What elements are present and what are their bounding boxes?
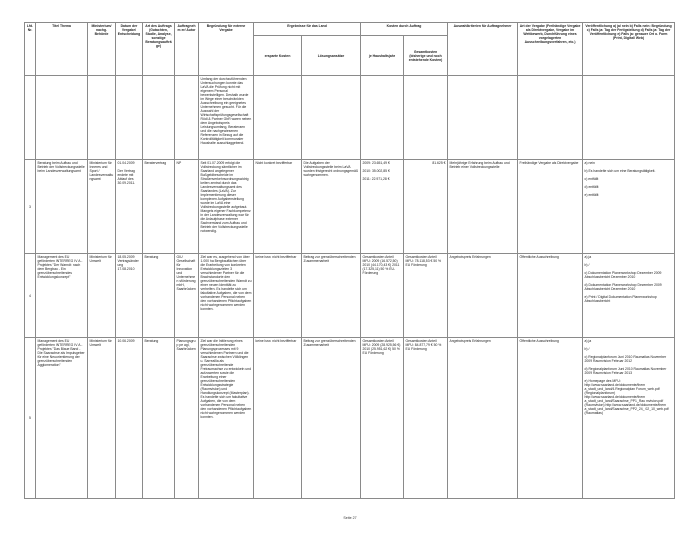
cell-auftragnehmer: GIU Gesellschaft für Innovation und Unternehmen sförderung mbH, Saarbrücken bbox=[175, 254, 199, 338]
col-header-kosten: Kosten durch Auftrag bbox=[361, 23, 448, 36]
cell-datum bbox=[116, 160, 143, 254]
cell-art-vergabe: Öffentliche Ausschreibung bbox=[518, 254, 583, 338]
cell-nr: 4 bbox=[25, 254, 36, 338]
col-header-titel: Titel Thema bbox=[36, 23, 88, 76]
col-header-begruendung: Begründung für externe Vergabe bbox=[199, 23, 254, 76]
cell-nr: 3 bbox=[25, 160, 36, 254]
cell-veroeffentlichung bbox=[583, 338, 675, 499]
col-header-art-auftrag: Art des Auftrags (Gutachten, Studie, Analyse, sonstige Beratungsaufträ ge) bbox=[143, 23, 175, 76]
cell-auswahlkriterien: Angebotspreis Erfahrungen bbox=[448, 254, 518, 338]
cell-gesamtkosten: 81.625 € bbox=[404, 160, 448, 254]
cell-art-vergabe: Freihändige Vergabe als Direktvergabe bbox=[518, 160, 583, 254]
col-header-veroeffentlichung: Veröffentlichung a) ja/ nein b) Falls nein: Begründung c) Falls ja: Tag der Fertigstellung d) Falls ja: Tag der Veröffentlichung e) Falls ja: genauer Ort o. Form (Print, Digital/ Web) bbox=[583, 23, 675, 76]
report-table bbox=[24, 22, 675, 499]
cell-veroeffentlichung-text: a) nein b) Es handelte sich um eine Beratungstätigkeit. c) entfällt d) entfällt e) entfällt bbox=[584, 161, 656, 197]
cell-loesungsansaetze: Beitrag zur grenzüberschreitenden Zusammenarbeit bbox=[302, 338, 361, 499]
table-row bbox=[25, 338, 675, 499]
cell-ministerium: Ministerium für Umwelt bbox=[88, 338, 116, 499]
col-header-auftragnehmer: Auftragnehm er/ Autor bbox=[175, 23, 199, 76]
cell-je-haushaltsjahr: Gesamtkosten Anteil MFU: 2009 (28.925,56 €) 2010 (25.951,62 €) 50 % EU Förderung bbox=[361, 338, 404, 499]
cell-je-haushaltsjahr-text: 2009: 23.651,49 € 2010: 35.002,85 € 2011: 22.971,28 € bbox=[362, 161, 390, 181]
cell-veroeffentlichung-text: a) ja b) / c) Dokumentation Planerworkshop Dezember 2009 Abschlussbericht Dezember 2010 d) Dokumentation Planerworkshop Dezember 2009 Abschlussbericht Dezember 2010 e) Print / Digital Dokumentation Planerworkshop Abschlussbericht bbox=[584, 255, 662, 303]
cell-datum: 18.05.2009 Vertragsänder ung 17.08.2010 bbox=[116, 254, 143, 338]
cell-veroeffentlichung bbox=[583, 254, 675, 338]
cell-gesamtkosten: Gesamtkosten Anteil MFU: 78.118,53 € 50 % EU Förderung bbox=[404, 254, 448, 338]
cell-ersparte-kosten: keine bzw. nicht bezifferbar bbox=[254, 338, 302, 499]
cell-loesungsansaetze: Die Aufgaben der Vollstreckungsstelle beim LaVA wurden fristgerecht ordnungsgemäß wahrgenommen. bbox=[302, 160, 361, 254]
cell-begruendung: Ziel war die Initiierung eines grenzüberschreitenden Planungsprozesses mit 9 verschiedenen Partnern und die Saarachse zwischen Völklingen u. Sarreallia als grenzüberschreitende Freiraumachse zu entwickeln und aufzuwerten sowie die Erarbeitung einer grenzüberschreitenden Entwicklungsstrategie (Raumvision) und Handlungskonzept (Masterplan). Es handelte sich um fakultative Aufgaben, die von dem vorhandenen Personal neben den vorhandenen Pflichtaufgaben nicht wahrgenommen werden konnten. bbox=[199, 338, 254, 499]
cell-titel: Beratung beim Aufbau und Betrieb der Vollstreckungsstelle beim Landesverwaltungsamt bbox=[36, 160, 88, 254]
page-number: Seite 27 bbox=[343, 516, 357, 520]
cell-auswahlkriterien: Mehrjährige Erfahrung beim Aufbau und Betrieb einer Vollstreckungsstelle bbox=[448, 160, 518, 254]
col-header-gesamtkosten: Gesamtkosten (bisherige und noch entstehende Kosten) bbox=[404, 36, 448, 76]
col-header-je-haushaltsjahr: je Haushaltsjahr bbox=[361, 36, 404, 76]
cell-art-vergabe: Öffentliche Ausschreibung bbox=[518, 338, 583, 499]
cell-titel: Management des EU geförderten INTERREG IV A - Projektes "Das Blaue Band - Die Saarachse als Impulsgeber für eine Neuorientierung der grenzüberschreitenden Agglomeration" bbox=[36, 338, 88, 499]
header-row-top bbox=[25, 23, 675, 36]
cell-auftragnehmer: Planungsgrup pe agl, Saarbrücken bbox=[175, 338, 199, 499]
cell-ersparte-kosten: keine bzw. nicht bezifferbar bbox=[254, 254, 302, 338]
col-header-auswahlkriterien: Auswahlkriterien für Auftragnehmer bbox=[448, 23, 518, 76]
cell-begruendung: Umfang der durchzuführenden Untersuchungen konnte das LaVA die Prüfung nicht mit eigenem Personal bewerkstelligen. Deshalb wurde im Wege einer beschränkten Ausschreibung ein geeignetes Unternehmen gesucht. Für die Auswahl der Wirtschaftsprüfungsgesellschaft Rödl & Partner GbR waren neben dem Angebotspreis Leistungsumfang, Berateraen und die nachgewiesenen Referenzen in Bezug auf die Kontrolltätigkeit kommunaler Haushalte ausschlaggebend. bbox=[199, 76, 254, 160]
cell-auswahlkriterien: Angebotspreis Erfahrungen bbox=[448, 338, 518, 499]
col-header-ersparte-kosten: ersparte Kosten bbox=[254, 36, 302, 76]
cell-je-haushaltsjahr: Gesamtkosten Anteil MFU: 2009 (16.572,50) 2010 (44.170,43 €) 2011 (17.325,11) 50 % EU-Förderung bbox=[361, 254, 404, 338]
cell-titel: Management des EU geförderten INTERREG IV A - Projektes "Der Warndt: nach dem Bergbau - Ein grenzüberschreitendes Entwicklungskonzept" bbox=[36, 254, 88, 338]
cell-datum: 10.06.2009 bbox=[116, 338, 143, 499]
cell-datum-text: 01.04.2009 Der Vertrag endete mit Ablauf des 30.09.2011. bbox=[117, 161, 136, 185]
cell-ministerium: Ministerium für Inneres und Sport / Landesverwaltu ngsamt bbox=[88, 160, 116, 254]
col-header-art-vergabe: Art der Vergabe (Freihändige Vergabe als Direktvergabe, Vergabe im Wettbewerb, Durchführung eines vorgelagerten Ausschreibungsverfahren, etc.) bbox=[518, 23, 583, 76]
cell-nr: 5 bbox=[25, 338, 36, 499]
cell-art: Beratervertrag bbox=[143, 160, 175, 254]
table-row bbox=[25, 160, 675, 254]
cell-veroeffentlichung-text: a) ja b) / c) Regionalplanforum Juni 2010 Raumatlas November 2009 Raumvision Februar 2012 d) Regionalplanforum Juni 2010 Raumatlas November 2009 Raumvision Februar 2013 e) Homepage des MFU: http://www.saarland.de/dokumente/them a_stadt_und_land/4.Regionalplan Forum_web.pdf (Regionalplanforum) http://www.saarland.de/dokumente/them a_stadt_und_land/Saarachse_PP1_Rau mvision.pdf (Raumvision) http://www.saarland.de/dokumente/them a_stadt_und_land/Saarachse_PP2_24_ 02_10_web.pdf (Raumatlas) bbox=[584, 339, 669, 415]
col-header-datum: Datum der Vergabe/ Entscheidung bbox=[116, 23, 143, 76]
cell-ministerium: Ministerium für Umwelt bbox=[88, 254, 116, 338]
col-header-ministerium: Ministerium/ nachg. Behörde bbox=[88, 23, 116, 76]
cell-loesungsansaetze: Beitrag zur grenzüberschreitenden Zusammenarbeit bbox=[302, 254, 361, 338]
col-header-lfd-nr: Lfd. Nr. bbox=[25, 23, 36, 76]
cell-gesamtkosten: Gesamtkosten Anteil MFU: 84.877,79 € 50 % EU Förderung bbox=[404, 338, 448, 499]
cell-veroeffentlichung bbox=[583, 160, 675, 254]
table-row bbox=[25, 254, 675, 338]
col-header-ergebnisse: Ergebnisse für das Land bbox=[254, 23, 361, 36]
cell-art: Beratung bbox=[143, 338, 175, 499]
cell-je-haushaltsjahr bbox=[361, 160, 404, 254]
col-header-loesungsansaetze: Lösungsansätze bbox=[302, 36, 361, 76]
cell-ersparte-kosten: Nicht konkret bezifferbar bbox=[254, 160, 302, 254]
table-row-continuation bbox=[25, 76, 675, 160]
cell-begruendung: Seit 01.07.2009 erfolgt die Vollstreckung sämtlicher im Saarland angelegener Bußgeldbescheide im Straßenverkehrsordnungswidrig keiten zentral durch das Landesverwaltungsamt des Saarlandes (LaVA). Zur Implementierung dieser komplexen Aufgabenstellung wurde im LaVA eine Vollstreckungsstelle aufgebaut. Mangels eigener Fachkompetenz in der Landesverwaltung war für die Anlaufphase externer Sachverstand zum Aufbau und Betrieb der Vollstreckungsstelle notwendig. bbox=[199, 160, 254, 254]
cell-begruendung: Ziel war es, ausgehend von über 1.000 ha Bergbauflächen über die Erarbeitung von konkreten Entwicklungszielen 3 verschiedener Partner für die Brachstandorte den grenzüberschreitenden Warndt zu einer neuen Identität zu verhelfen. Es handelte sich um fakultative Aufgaben, die von dem vorhandenen Personal neben den vorhandenen Pflichtaufgaben nicht wahrgenommen werden konnten. bbox=[199, 254, 254, 338]
cell-art: Beratung bbox=[143, 254, 175, 338]
cell-auftragnehmer: NP bbox=[175, 160, 199, 254]
